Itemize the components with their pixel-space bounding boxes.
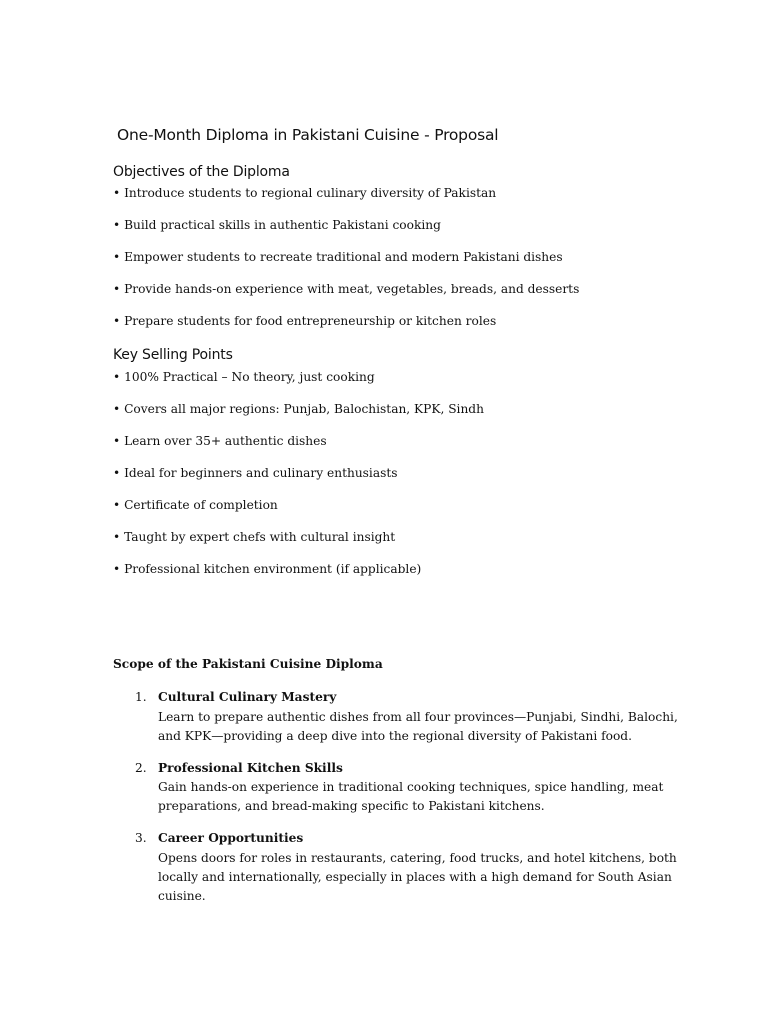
selling-points-heading: Key Selling Points — [113, 347, 233, 363]
scope-item-text: locally and internationally, especially in places with a high demand for South Asian — [158, 870, 672, 884]
selling-point-item: • Taught by expert chefs with cultural insight — [113, 530, 396, 544]
scope-item-title: Career Opportunities — [158, 831, 304, 845]
scope-item-text: cuisine. — [158, 889, 206, 903]
objectives-heading: Objectives of the Diploma — [113, 164, 290, 180]
selling-point-item: • Covers all major regions: Punjab, Balochistan, KPK, Sindh — [113, 402, 484, 416]
scope-heading: Scope of the Pakistani Cuisine Diploma — [113, 657, 383, 671]
selling-point-item: • 100% Practical – No theory, just cooking — [113, 370, 375, 384]
scope-item-number: 1. — [135, 690, 147, 704]
scope-item-number: 3. — [135, 831, 147, 845]
document-title: One-Month Diploma in Pakistani Cuisine - Proposal — [117, 126, 499, 144]
scope-item-title: Professional Kitchen Skills — [158, 761, 343, 775]
scope-item-text: Gain hands-on experience in traditional cooking techniques, spice handling, meat — [158, 780, 664, 794]
selling-point-item: • Certificate of completion — [113, 498, 278, 512]
objective-item: • Introduce students to regional culinary diversity of Pakistan — [113, 186, 497, 200]
objective-item: • Provide hands-on experience with meat, vegetables, breads, and desserts — [113, 282, 580, 296]
scope-item-number: 2. — [135, 761, 147, 775]
selling-point-item: • Ideal for beginners and culinary enthusiasts — [113, 466, 398, 480]
scope-item-text: and KPK—providing a deep dive into the regional diversity of Pakistani food. — [158, 729, 632, 743]
selling-point-item: • Learn over 35+ authentic dishes — [113, 434, 327, 448]
scope-item-title: Cultural Culinary Mastery — [158, 690, 337, 704]
objective-item: • Empower students to recreate traditional and modern Pakistani dishes — [113, 250, 563, 264]
scope-item-text: Opens doors for roles in restaurants, catering, food trucks, and hotel kitchens, both — [158, 851, 677, 865]
selling-point-item: • Professional kitchen environment (if applicable) — [113, 562, 422, 576]
objective-item: • Prepare students for food entrepreneurship or kitchen roles — [113, 314, 497, 328]
scope-item-text: Learn to prepare authentic dishes from all four provinces—Punjabi, Sindhi, Balochi, — [158, 710, 678, 724]
objective-item: • Build practical skills in authentic Pakistani cooking — [113, 218, 441, 232]
scope-item-text: preparations, and bread-making specific to Pakistani kitchens. — [158, 799, 545, 813]
